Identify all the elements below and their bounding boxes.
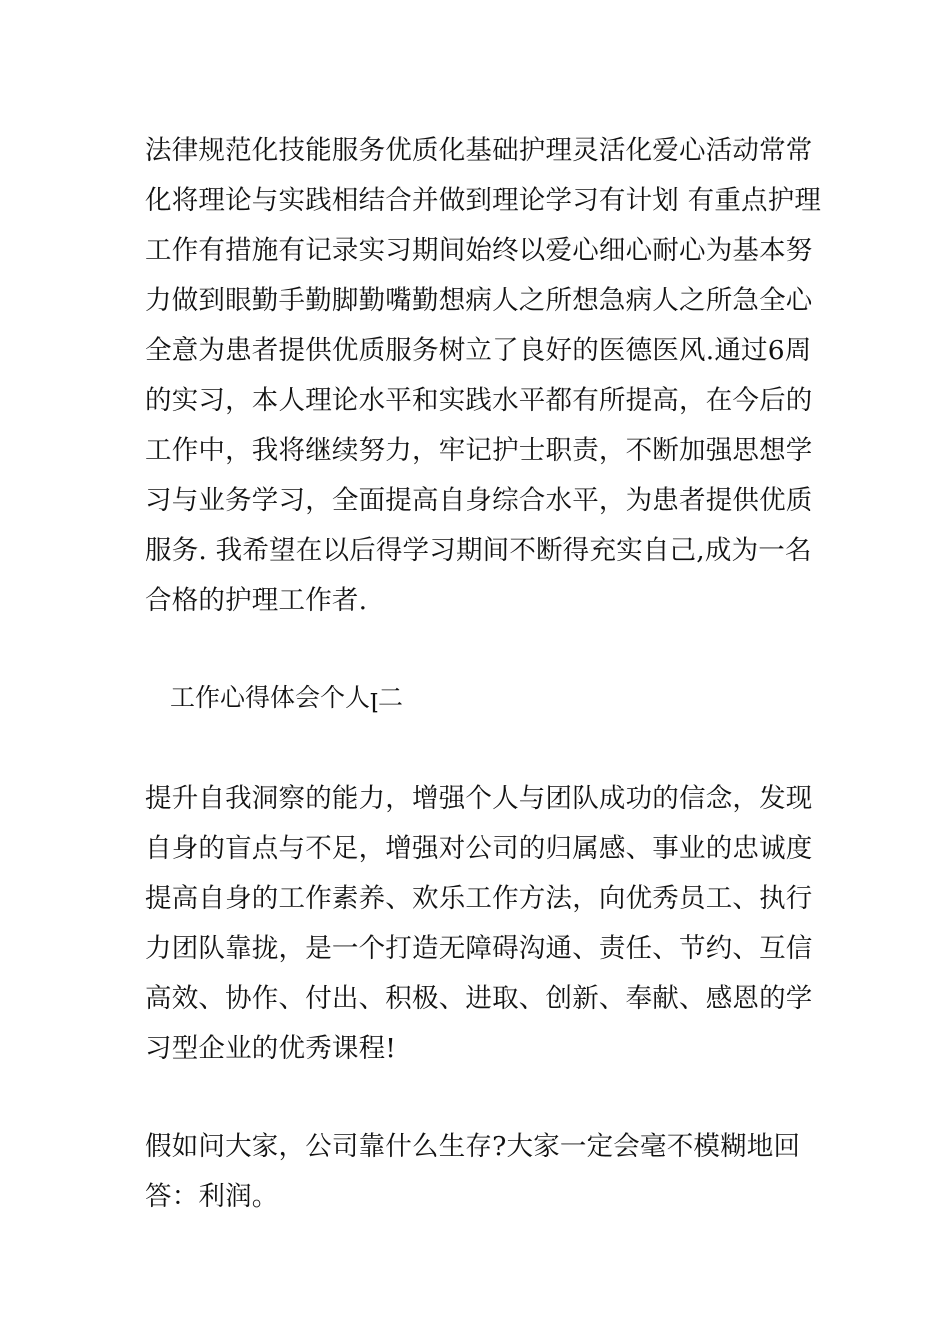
- section-heading: 工作心得体会个人ꞁ二: [170, 683, 403, 712]
- paragraph-3-line-1: 假如问大家，公司靠什么生存?大家一定会毫不模糊地回: [145, 1131, 801, 1162]
- paragraph-1-line-6: 的实习，本人理论水平和实践水平都有所提高，在今后的: [145, 385, 813, 416]
- paragraph-1-line-4: 力做到眼勤手勤脚勤嘴勤想病人之所想急病人之所急全心: [145, 285, 813, 316]
- paragraph-3-line-2: 答：利润。: [145, 1181, 279, 1212]
- paragraph-2-line-2: 自身的盲点与不足，增强对公司的归属感、事业的忠诚度: [145, 833, 813, 864]
- paragraph-1-line-5: 全意为患者提供优质服务树立了良好的医德医风.通过6周: [145, 335, 812, 366]
- paragraph-2-line-6: 习型企业的优秀课程!: [145, 1033, 397, 1064]
- paragraph-1-line-10: 合格的护理工作者.: [145, 585, 368, 616]
- paragraph-1-line-1: 法律规范化技能服务优质化基础护理灵活化爱心活动常常: [145, 135, 813, 166]
- paragraph-1-line-7: 工作中，我将继续努力，牢记护士职责，不断加强思想学: [145, 435, 813, 466]
- paragraph-2-line-3: 提高自身的工作素养、欢乐工作方法，向优秀员工、执行: [145, 883, 813, 914]
- paragraph-1-line-8: 习与业务学习，全面提高自身综合水平，为患者提供优质: [145, 485, 813, 516]
- paragraph-2-line-1: 提升自我洞察的能力，增强个人与团队成功的信念，发现: [145, 783, 813, 814]
- paragraph-1-line-9: 服务. 我希望在以后得学习期间不断得充实自己,成为一名: [145, 535, 812, 566]
- paragraph-2-line-4: 力团队靠拢，是一个打造无障碍沟通、责任、节约、互信: [145, 933, 813, 964]
- paragraph-1-line-2: 化将理论与实践相结合并做到理论学习有计划 有重点护理: [145, 185, 822, 216]
- paragraph-2-line-5: 高效、协作、付出、积极、进取、创新、奉献、感恩的学: [145, 983, 813, 1014]
- paragraph-1-line-3: 工作有措施有记录实习期间始终以爱心细心耐心为基本努: [145, 235, 813, 266]
